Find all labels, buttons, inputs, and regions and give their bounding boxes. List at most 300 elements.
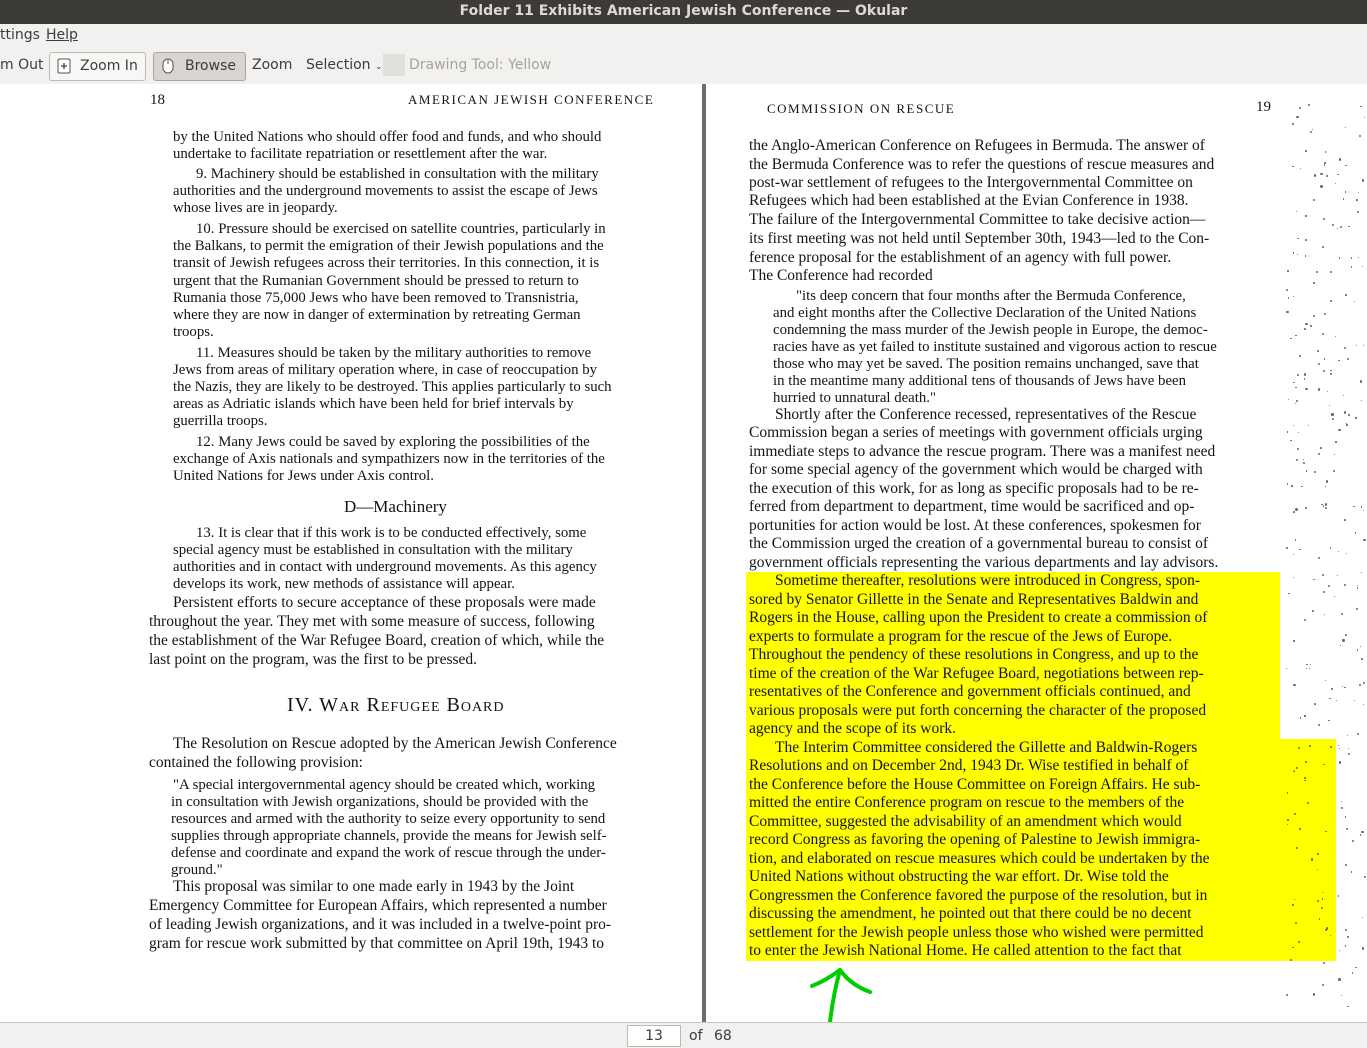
menu-settings[interactable]: ttings <box>0 27 40 43</box>
main-toolbar <box>0 48 1367 85</box>
text-line: contained the following provision: <box>149 754 363 771</box>
scan-speckle <box>1363 682 1365 684</box>
scan-speckle <box>1300 717 1301 718</box>
text-line: "its deep concern that four months after the Bermuda Conference, <box>796 288 1186 304</box>
zoom-tool-button[interactable] <box>252 52 292 79</box>
scan-speckle <box>1293 554 1294 555</box>
scan-speckle <box>1338 978 1340 980</box>
scan-speckle <box>1330 300 1332 302</box>
scan-speckle <box>1324 358 1325 359</box>
scan-speckle <box>1310 664 1311 665</box>
scan-speckle <box>1306 664 1308 666</box>
scan-speckle <box>1339 761 1341 763</box>
scan-speckle <box>1324 614 1325 615</box>
text-line: 12. Many Jews could be saved by exploring the possibilities of the <box>196 434 590 450</box>
scan-speckle <box>1316 271 1318 273</box>
selection-tool-button[interactable] <box>306 52 383 79</box>
text-line: where they are now in danger of extermination by retreating German <box>173 307 581 323</box>
scan-speckle <box>1345 864 1347 866</box>
text-line: Resolutions and on December 2nd, 1943 Dr. Wise testified in behalf of <box>749 757 1189 774</box>
scan-speckle <box>1340 645 1341 646</box>
scan-speckle <box>1345 634 1347 636</box>
scan-speckle <box>1353 506 1354 507</box>
scan-speckle <box>1346 828 1348 830</box>
scan-speckle <box>1357 585 1359 587</box>
scan-speckle <box>1305 323 1307 325</box>
scan-speckle <box>1326 175 1328 177</box>
scan-speckle <box>1297 448 1299 450</box>
text-line: mitted the entire Conference program on rescue to the members of the <box>749 794 1185 811</box>
page-18 <box>0 84 702 1022</box>
scan-speckle <box>1338 551 1339 552</box>
scan-speckle <box>1303 459 1304 460</box>
scan-speckle <box>1334 596 1335 597</box>
text-line: 13. It is clear that if this work is to be conducted effectively, some <box>196 525 587 541</box>
scan-speckle <box>1341 995 1342 996</box>
scan-speckle <box>1341 613 1343 615</box>
scan-speckle <box>1330 373 1332 375</box>
scan-speckle <box>1345 165 1347 167</box>
zoom-out-label: m Out <box>0 57 44 73</box>
scan-speckle <box>1344 411 1346 413</box>
text-line: resources and armed with the authority to seize every opportunity to send <box>171 811 606 827</box>
scan-speckle <box>1301 486 1303 488</box>
scan-speckle <box>1347 936 1349 938</box>
drawing-tool-label: Drawing Tool: Yellow <box>409 57 552 73</box>
scan-speckle <box>1287 431 1289 433</box>
scan-speckle <box>1335 441 1336 442</box>
scan-speckle <box>1325 680 1326 681</box>
page-number-left: 18 <box>150 92 165 108</box>
mouse-icon <box>161 58 175 74</box>
scan-speckle <box>1355 417 1356 418</box>
text-line: to enter the Jewish National Home. He called attention to the fact that <box>749 942 1182 959</box>
scan-speckle <box>1337 228 1338 229</box>
scan-speckle <box>1322 246 1324 248</box>
scan-speckle <box>1356 199 1358 201</box>
scan-speckle <box>1327 391 1328 392</box>
text-line: those who may yet be saved. The position remains unchanged, save that <box>773 356 1199 372</box>
text-line: and eight months after the Collective Declaration of the United Nations <box>773 305 1197 321</box>
scan-speckle <box>1312 610 1314 612</box>
scan-speckle <box>1357 733 1359 735</box>
text-line: "A special intergovernmental agency should be created which, working <box>173 777 595 793</box>
text-line: authorities and the underground movements to assist the escape of Jews <box>173 183 598 199</box>
scan-speckle <box>1364 876 1366 878</box>
scan-speckle <box>1299 355 1301 357</box>
scan-speckle <box>1298 432 1299 433</box>
text-line: Rumania those 75,000 Jews who have been removed to Transnistria, <box>173 290 579 306</box>
scan-speckle <box>1318 557 1320 559</box>
scan-speckle <box>1355 532 1356 533</box>
text-line: last point on the program, was the first to be pressed. <box>149 651 478 668</box>
scan-speckle <box>1337 575 1338 576</box>
scan-speckle <box>1287 270 1288 271</box>
text-line: settlement for the Jewish people unless those who wished were permitted <box>749 924 1204 941</box>
text-line: 11. Measures should be taken by the military authorities to remove <box>196 345 592 361</box>
scan-speckle <box>1296 459 1298 461</box>
text-line: ground." <box>171 862 223 878</box>
text-line: the Bermuda Conference was to refer the questions of rescue measures and <box>749 156 1215 173</box>
text-line: This proposal was similar to one made early in 1943 by the Joint <box>173 878 575 895</box>
scan-speckle <box>1295 403 1296 404</box>
zoom-in-icon <box>57 58 71 74</box>
text-line: the Commission urged the creation of a governmental bureau to consist of <box>749 535 1209 552</box>
zoom-label: Zoom <box>252 57 293 73</box>
scan-speckle <box>1293 296 1294 297</box>
scan-speckle <box>1344 584 1346 586</box>
scan-speckle <box>1339 257 1340 258</box>
scan-speckle <box>1351 871 1352 872</box>
text-line: develops its work, new methods of assistance will appear. <box>173 576 515 592</box>
scan-speckle <box>1357 587 1358 588</box>
text-line: The Interim Committee considered the Gillette and Baldwin-Rogers <box>775 739 1198 756</box>
text-line: Rogers in the House, calling upon the President to create a commission of <box>749 609 1208 626</box>
text-line: special agency must be established in consultation with the military <box>173 542 573 558</box>
green-arrow-annotation <box>802 960 882 1022</box>
scan-speckle <box>1343 198 1345 200</box>
dropdown-arrow-icon: ⌄ <box>374 62 383 72</box>
text-line: Committee, suggested the advisability of an amendment which would <box>749 813 1182 830</box>
scan-speckle <box>1310 131 1312 133</box>
text-line: sored by Senator Gillette in the Senate and Representatives Baldwin and <box>749 591 1199 608</box>
scan-speckle <box>1304 619 1306 621</box>
scan-speckle <box>1306 470 1308 472</box>
browse-label: Browse <box>185 58 236 74</box>
text-line: 10. Pressure should be exercised on satellite countries, particularly in <box>196 221 606 237</box>
text-line: its first meeting was not held until September 30th, 1943—led to the Con- <box>749 230 1210 247</box>
scan-speckle <box>1293 640 1294 641</box>
scan-speckle <box>1346 553 1347 554</box>
text-line: in the meantime many additional tens of thousands of Jews have been <box>773 373 1186 389</box>
scan-speckle <box>1297 374 1299 376</box>
scan-speckle <box>1345 294 1347 296</box>
scan-speckle <box>1356 608 1358 610</box>
scan-speckle <box>1293 684 1295 686</box>
scan-speckle <box>1311 858 1313 860</box>
scan-speckle <box>1308 104 1310 106</box>
scan-speckle <box>1286 994 1288 996</box>
scan-speckle <box>1314 471 1316 473</box>
of-label: of <box>689 1028 703 1044</box>
scan-speckle <box>1358 192 1359 193</box>
text-line: of leading Jewish organizations, and it was included in a twelve-point pro- <box>149 916 612 933</box>
scan-speckle <box>1334 454 1335 455</box>
scan-speckle <box>1295 539 1297 541</box>
scan-speckle <box>1363 539 1365 541</box>
text-line: Emergency Committee for European Affairs, which represented a number <box>149 897 607 914</box>
scan-speckle <box>1312 129 1313 130</box>
text-line: condemning the mass murder of the Jewish people in Europe, the democ- <box>773 322 1208 338</box>
text-line: defense and coordinate and expand the work of rescue through the under- <box>171 845 606 861</box>
scan-speckle <box>1342 686 1343 687</box>
scan-speckle <box>1322 333 1324 335</box>
text-line: undertake to facilitate repatriation or resettlement after the war. <box>173 146 548 162</box>
scan-speckle <box>1343 395 1344 396</box>
drawing-tool-button[interactable] <box>409 52 551 79</box>
scan-speckle <box>1324 164 1325 165</box>
scan-speckle <box>1345 191 1346 192</box>
scan-speckle <box>1323 505 1325 507</box>
text-line: resentatives of the Conference and government officials continued, and <box>749 683 1191 700</box>
chapter-heading: IV. War Refugee Board <box>287 694 505 716</box>
scan-speckle <box>1296 400 1298 402</box>
text-line: Commission began a series of meetings with government officials urging <box>749 424 1203 441</box>
scan-speckle <box>1297 254 1298 255</box>
scan-speckle <box>1326 480 1328 482</box>
text-line: hurried to unnatural death." <box>773 390 936 406</box>
scan-speckle <box>1363 510 1364 511</box>
page-19 <box>706 84 1367 1022</box>
scan-speckle <box>1340 226 1342 228</box>
running-head-left: AMERICAN JEWISH CONFERENCE <box>408 92 655 107</box>
scan-speckle <box>1351 257 1352 258</box>
scan-speckle <box>1357 211 1359 213</box>
text-line: for some special agency of the government which would be charged with <box>749 461 1203 478</box>
scan-speckle <box>1296 211 1297 212</box>
scan-speckle <box>1354 700 1355 701</box>
scan-speckle <box>1359 684 1361 686</box>
scan-speckle <box>1318 363 1320 365</box>
scan-speckle <box>1323 962 1325 964</box>
scan-speckle <box>1335 336 1337 338</box>
text-line: time of the creation of the War Refugee Board, negotiations between rep- <box>749 665 1204 682</box>
scan-speckle <box>1304 378 1306 380</box>
scan-speckle <box>1351 266 1353 268</box>
scan-speckle <box>1286 311 1288 313</box>
text-line: United Nations for Jews under Axis control. <box>173 468 434 484</box>
scan-speckle <box>1292 123 1294 125</box>
scan-speckle <box>1339 748 1340 749</box>
scan-speckle <box>1348 226 1349 227</box>
scan-speckle <box>1322 892 1323 893</box>
scan-speckle <box>1338 745 1339 746</box>
scan-speckle <box>1329 698 1331 700</box>
scan-speckle <box>1290 440 1292 442</box>
scan-speckle <box>1325 503 1327 505</box>
text-line: The Resolution on Rescue adopted by the American Jewish Conference <box>173 735 617 752</box>
text-line: the establishment of the War Refugee Board, creation of which, while the <box>149 632 605 649</box>
scan-speckle <box>1313 315 1315 317</box>
scan-speckle <box>1293 252 1295 254</box>
zoom-in-button[interactable] <box>49 52 146 81</box>
scan-speckle <box>1304 777 1305 778</box>
scan-speckle <box>1296 116 1298 118</box>
scan-speckle <box>1324 313 1326 315</box>
menu-help[interactable]: Help <box>46 27 78 43</box>
text-line: The failure of the Intergovernmental Committee to take decisive action— <box>749 211 1206 228</box>
scan-speckle <box>1345 945 1347 947</box>
text-line: record Congress as favoring the opening of Palestine to Jewish immigra- <box>749 831 1201 848</box>
scan-speckle <box>1345 816 1347 818</box>
scan-speckle <box>1293 425 1294 426</box>
scan-speckle <box>1286 289 1288 291</box>
scan-speckle <box>1317 350 1319 352</box>
scan-speckle <box>1288 593 1289 594</box>
text-line: post-war settlement of refugees to the Intergovernmental Committee on <box>749 174 1193 191</box>
text-line: Refugees which had been established at the Evian Conference in 1938. <box>749 192 1189 209</box>
scan-speckle <box>1318 388 1320 390</box>
scan-speckle <box>1313 579 1314 580</box>
scan-speckle <box>1323 218 1325 220</box>
scan-speckle <box>1347 735 1348 736</box>
scan-speckle <box>1297 238 1298 239</box>
scan-speckle <box>1313 282 1314 283</box>
scan-speckle <box>1314 703 1316 705</box>
scan-speckle <box>1331 413 1333 415</box>
menu-bar <box>0 24 1367 48</box>
scan-speckle <box>1287 819 1289 821</box>
scan-speckle <box>1321 907 1323 909</box>
text-line: discussing the amendment, he pointed out that there could be no decent <box>749 905 1192 922</box>
text-line: the Nazis, they are likely to be destroyed. This applies particularly to such <box>173 379 612 395</box>
text-line: ference proposal for the establishment of an agency with full power. <box>749 249 1172 266</box>
scan-speckle <box>1358 257 1359 258</box>
section-heading: D—Machinery <box>344 497 447 516</box>
scan-speckle <box>1339 950 1340 951</box>
scan-speckle <box>1344 347 1346 349</box>
scan-speckle <box>1332 418 1334 420</box>
scan-speckle <box>1347 1006 1348 1007</box>
text-line: Throughout the pendency of these resolutions in Congress, and up to the <box>749 646 1199 663</box>
scan-speckle <box>1300 168 1301 169</box>
text-line: exchange of Axis nationals and sympathizers now in the territories of the <box>173 451 605 467</box>
scan-speckle <box>1332 224 1334 226</box>
scan-speckle <box>1329 405 1330 406</box>
text-line: government officials representing the various departments and lay advisors. <box>749 554 1219 571</box>
scan-speckle <box>1360 106 1361 107</box>
text-line: areas as Adriatic islands which have been held for brief intervals by <box>173 396 574 412</box>
scan-speckle <box>1360 380 1362 382</box>
text-line: throughout the year. They met with some measure of success, following <box>149 613 595 630</box>
scan-speckle <box>1336 700 1337 701</box>
scan-speckle <box>1361 506 1362 507</box>
scan-speckle <box>1320 185 1322 187</box>
text-line: transit of Jewish refugees across their territories. In this connection, it is <box>173 255 600 271</box>
scan-speckle <box>1293 511 1295 513</box>
scan-speckle <box>1304 373 1306 375</box>
scan-speckle <box>1288 399 1290 401</box>
scan-speckle <box>1291 485 1292 486</box>
text-line: experts to formulate a program for the rescue of the Jews of Europe. <box>749 628 1173 645</box>
scan-speckle <box>1293 577 1294 578</box>
scan-speckle <box>1286 547 1288 549</box>
text-line: the execution of this work, for as long as specific proposals had to be re- <box>749 480 1199 497</box>
scan-speckle <box>1323 370 1325 372</box>
text-line: Persistent efforts to secure acceptance of these proposals were made <box>173 594 596 611</box>
text-line: by the United Nations who should offer food and funds, and who should <box>173 129 602 145</box>
scan-speckle <box>1320 173 1322 175</box>
scan-speckle <box>1295 387 1297 389</box>
scan-speckle <box>1344 519 1346 521</box>
scan-speckle <box>1354 301 1355 302</box>
scan-speckle <box>1361 831 1363 833</box>
selection-label: Selection <box>306 57 371 73</box>
scan-speckle <box>1286 668 1287 669</box>
scan-speckle <box>1314 174 1316 176</box>
scan-speckle <box>1341 807 1343 809</box>
scan-speckle <box>1352 972 1354 974</box>
text-line: in consultation with Jewish organizations, should be provided with the <box>171 794 589 810</box>
scan-speckle <box>1330 370 1331 371</box>
scan-speckle <box>1330 547 1331 548</box>
scan-speckle <box>1303 462 1305 464</box>
scan-speckle <box>1346 423 1347 424</box>
page-number-input[interactable] <box>627 1025 681 1047</box>
text-line: Congressmen the Conference favored the purpose of the resolution, but in <box>749 887 1208 904</box>
text-line: the Conference before the House Committee on Foreign Affairs. He sub- <box>749 776 1201 793</box>
total-pages: 68 <box>714 1028 732 1044</box>
text-line: supplies through appropriate channels, provide the means for Jewish self- <box>171 828 607 844</box>
window-titlebar <box>0 0 1367 24</box>
scan-speckle <box>1331 688 1333 690</box>
scan-speckle <box>1360 834 1362 836</box>
scan-speckle <box>1304 715 1305 716</box>
document-view[interactable] <box>0 84 1367 1022</box>
scan-speckle <box>1305 150 1307 152</box>
scan-speckle <box>1290 338 1292 340</box>
scan-speckle <box>1323 591 1325 593</box>
text-line: agency and the scope of its work. <box>749 720 957 737</box>
text-line: ferred from department to department, time would be sacrificed and op- <box>749 498 1195 515</box>
scan-speckle <box>1299 107 1301 109</box>
text-line: various proposals were put forth concerning the character of the proposed <box>749 702 1207 719</box>
text-line: Sometime thereafter, resolutions were introduced in Congress, spon- <box>775 572 1201 589</box>
text-line: tion, and elaborated on rescue measures which could be undertaken by the <box>749 850 1210 867</box>
scan-speckle <box>1325 507 1327 509</box>
scan-speckle <box>1306 668 1307 669</box>
scan-speckle <box>1309 745 1311 747</box>
scan-speckle <box>1305 239 1307 241</box>
drawing-tool-color-swatch <box>383 54 405 76</box>
scan-speckle <box>1362 947 1364 949</box>
scan-speckle <box>1348 414 1350 416</box>
scan-speckle <box>1360 646 1361 647</box>
scan-speckle <box>1325 486 1326 487</box>
scan-speckle <box>1293 382 1295 384</box>
scan-speckle <box>1305 388 1307 390</box>
scan-speckle <box>1322 574 1324 576</box>
text-line: racies have as yet failed to institute sustained and vigorous action to rescue <box>773 339 1217 355</box>
scan-speckle <box>1330 271 1332 273</box>
scan-speckle <box>1288 297 1289 298</box>
scan-speckle <box>1293 771 1294 772</box>
scan-speckle <box>1348 753 1350 755</box>
text-line: the Anglo-American Conference on Refugees in Bermuda. The answer of <box>749 137 1205 154</box>
scan-speckle <box>1287 483 1289 485</box>
browse-tool-button[interactable] <box>153 52 246 81</box>
scan-speckle <box>1310 325 1312 327</box>
scan-speckle <box>1362 917 1363 918</box>
text-line: the Balkans, to permit the emigration of their Jewish populations and the <box>173 238 604 254</box>
running-head-right: COMMISSION ON RESCUE <box>767 101 956 116</box>
scan-speckle <box>1292 904 1294 906</box>
scan-speckle <box>1339 158 1341 160</box>
scan-speckle <box>1322 984 1324 986</box>
text-line: The Conference had recorded <box>749 267 933 284</box>
scan-speckle <box>1318 724 1320 726</box>
scan-speckle <box>1313 199 1315 201</box>
scan-speckle <box>1345 929 1347 931</box>
scan-speckle <box>1355 967 1357 969</box>
scan-speckle <box>1361 658 1363 660</box>
zoom-out-button[interactable] <box>0 52 43 79</box>
text-line: United Nations without obstructing the war effort. Dr. Wise told the <box>749 868 1169 885</box>
scan-speckle <box>1292 166 1293 167</box>
scan-speckle <box>1335 183 1337 185</box>
text-line: 9. Machinery should be established in consultation with the military <box>196 166 599 182</box>
scan-speckle <box>1328 720 1330 722</box>
